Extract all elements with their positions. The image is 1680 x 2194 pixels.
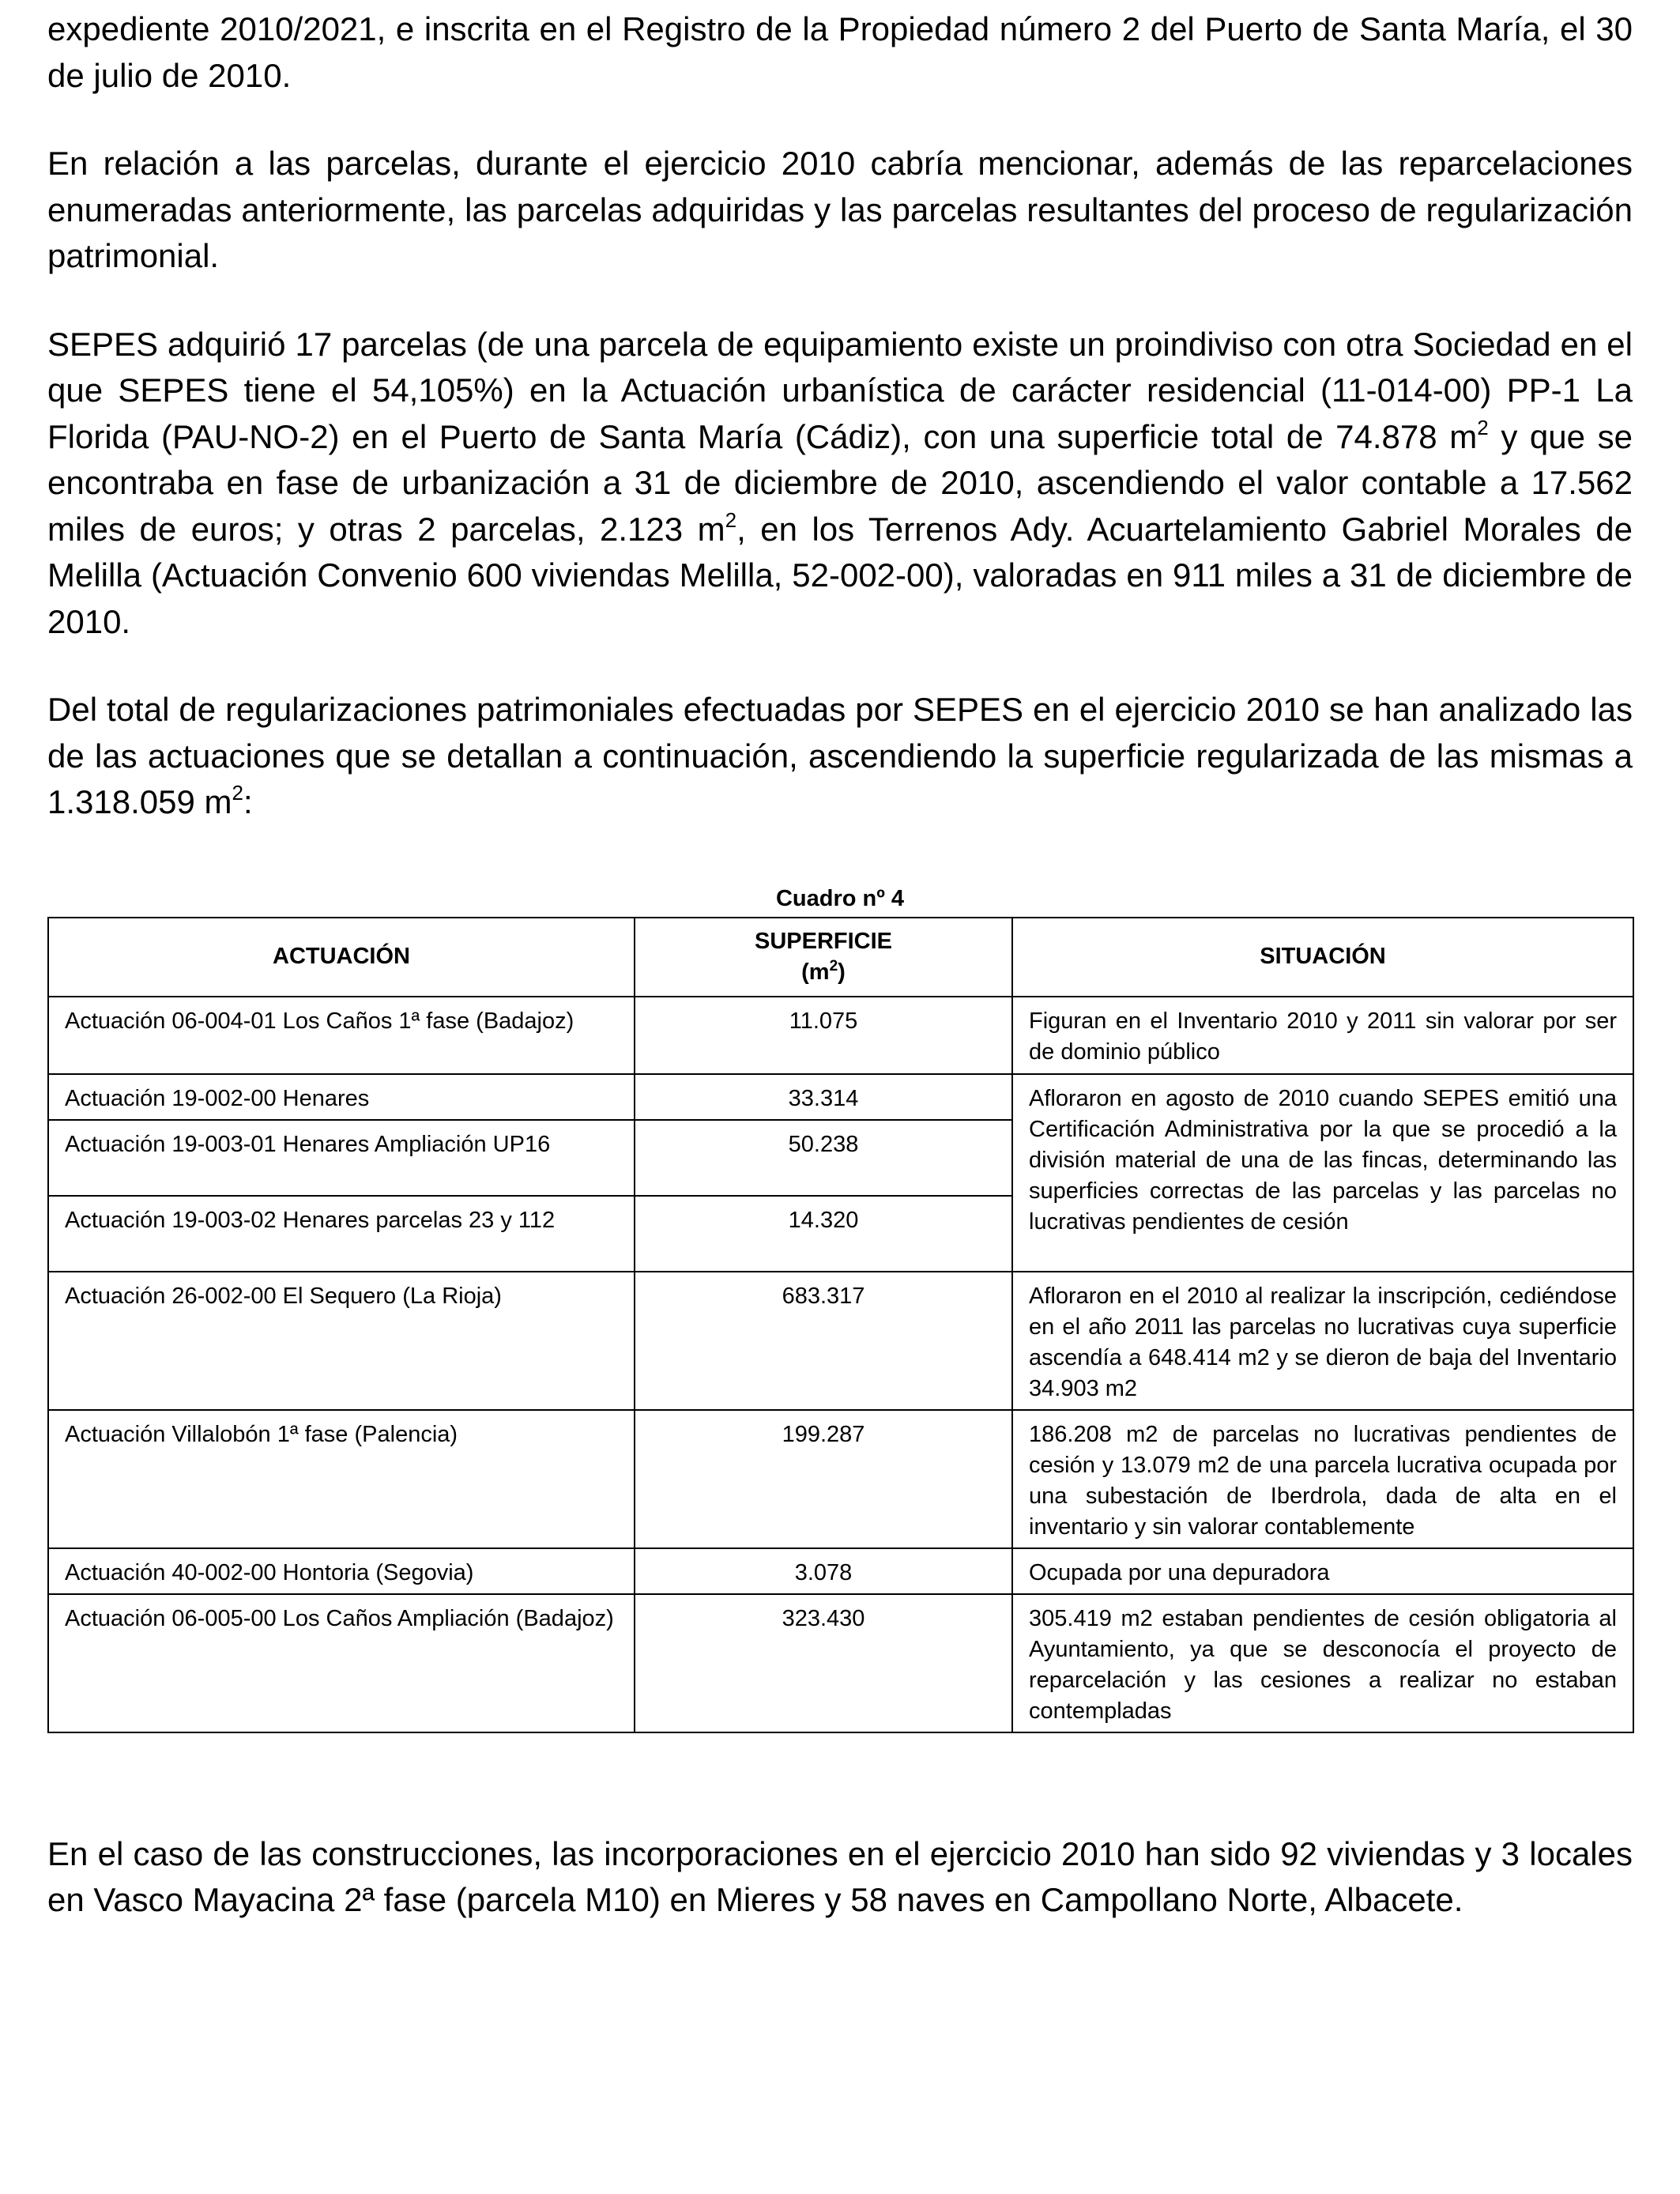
table-row	[48, 1594, 1633, 1732]
table-row	[48, 1074, 1633, 1120]
document-page	[47, 6, 1633, 1924]
superscript: 2	[1477, 415, 1489, 439]
cell-superficie: 199.287	[635, 1410, 1012, 1548]
paragraph-parcelas	[47, 141, 1633, 280]
cell-situacion: 186.208 m2 de parcelas no lucrativas pendientes de cesión y 13.079 m2 de una parcela lucrativa ocupada por una subestación de Iberdrola, dada de alta en el inventario y sin valorar contablemente	[1012, 1410, 1633, 1548]
cell-superficie: 14.320	[635, 1196, 1012, 1272]
superscript: 2	[725, 507, 737, 532]
table-row	[48, 1548, 1633, 1594]
header-situacion	[1012, 918, 1633, 997]
unit-label: (m	[801, 959, 830, 985]
paragraph-text: y que se encontraba en fase de urbanización a 31 de diciembre de 2010, ascendiendo el valor contable a 17.562 miles de euros; y otras 2 parcelas, 2.123 m	[47, 417, 1633, 548]
cell-actuacion: Actuación 19-002-00 Henares	[48, 1074, 635, 1120]
cell-superficie: 683.317	[635, 1272, 1012, 1410]
paragraph-text: :	[243, 783, 253, 820]
paragraph-text: En el caso de las construcciones, las incorporaciones en el ejercicio 2010 han sido 92 viviendas y 3 locales en Vasco Mayacina 2ª fase (parcela M10) en Mieres y 58 naves en Campollano Norte, Albacete.	[47, 1834, 1633, 1918]
table-header-row	[48, 918, 1633, 997]
paragraph-construcciones	[47, 1831, 1633, 1924]
cell-actuacion: Actuación 40-002-00 Hontoria (Segovia)	[48, 1548, 635, 1594]
superscript: 2	[829, 957, 838, 974]
cell-superficie: 33.314	[635, 1074, 1012, 1120]
header-label: SUPERFICIE	[754, 928, 893, 954]
paragraph-text: Del total de regularizaciones patrimoniales efectuadas por SEPES en el ejercicio 2010 se han analizado las de las actuaciones que se detallan a continuación, ascendiendo la superficie regularizada de las mismas a 1.318.059 m	[47, 691, 1633, 820]
table-row	[48, 1272, 1633, 1410]
paragraph-text: , en los Terrenos Ady. Acuartelamiento Gabriel Morales de Melilla (Actuación Convenio 600 viviendas Melilla, 52-002-00), valoradas en 911 miles a 31 de diciembre de 2010.	[47, 510, 1633, 640]
paragraph-text: SEPES adquirió 17 parcelas (de una parcela de equipamiento existe un proindiviso con otra Sociedad en el que SEPES tiene el 54,105%) en la Actuación urbanística de carácter residencial (11-014-00) PP-1 La Florida (PAU-NO-2) en el Puerto de Santa María (Cádiz), con una superficie total de 74.878 m	[47, 325, 1633, 455]
header-label: ACTUACIÓN	[273, 944, 410, 969]
cell-superficie: 11.075	[635, 997, 1012, 1074]
cell-actuacion: Actuación 06-004-01 Los Caños 1ª fase (Badajoz)	[48, 997, 635, 1074]
table-row	[48, 997, 1633, 1074]
header-actuacion	[48, 918, 635, 997]
header-superficie	[635, 918, 1012, 997]
paragraph-regularizaciones	[47, 687, 1633, 826]
paragraph-text: expediente 2010/2021, e inscrita en el Registro de la Propiedad número 2 del Puerto de Santa María, el 30 de julio de 2010.	[47, 10, 1633, 94]
cell-situacion: Afloraron en agosto de 2010 cuando SEPES emitió una Certificación Administrativa por la que se procedió a la división material de una de las fincas, determinando las superficies correctas de las parcelas y las parcelas no lucrativas pendientes de cesión	[1012, 1074, 1633, 1272]
paragraph-text: En relación a las parcelas, durante el ejercicio 2010 cabría mencionar, además de las reparcelaciones enumeradas anteriormente, las parcelas adquiridas y las parcelas resultantes del proceso de regularización patrimonial.	[47, 145, 1633, 274]
unit-label: )	[838, 959, 846, 985]
header-label: SITUACIÓN	[1260, 944, 1386, 969]
cell-superficie: 323.430	[635, 1594, 1012, 1732]
regularizaciones-table	[47, 917, 1634, 1733]
cell-situacion: Figuran en el Inventario 2010 y 2011 sin valorar por ser de dominio público	[1012, 997, 1633, 1074]
cell-actuacion: Actuación 19-003-01 Henares Ampliación UP16	[48, 1120, 635, 1196]
cell-actuacion: Actuación Villalobón 1ª fase (Palencia)	[48, 1410, 635, 1548]
cell-actuacion: Actuación 06-005-00 Los Caños Ampliación (Badajoz)	[48, 1594, 635, 1732]
cell-actuacion: Actuación 19-003-02 Henares parcelas 23 y 112	[48, 1196, 635, 1272]
cell-situacion: Ocupada por una depuradora	[1012, 1548, 1633, 1594]
cell-actuacion: Actuación 26-002-00 El Sequero (La Rioja)	[48, 1272, 635, 1410]
cell-situacion: 305.419 m2 estaban pendientes de cesión obligatoria al Ayuntamiento, ya que se desconocía el proyecto de reparcelación y las cesiones a realizar no estaban contempladas	[1012, 1594, 1633, 1732]
paragraph-registro	[47, 6, 1633, 99]
cell-superficie: 50.238	[635, 1120, 1012, 1196]
superscript: 2	[232, 781, 243, 805]
table-row	[48, 1410, 1633, 1548]
cell-superficie: 3.078	[635, 1548, 1012, 1594]
table-caption: Cuadro nº 4	[775, 885, 905, 911]
cell-situacion: Afloraron en el 2010 al realizar la inscripción, cediéndose en el año 2011 las parcelas no lucrativas cuya superficie ascendía a 648.414 m2 y se dieron de baja del Inventario 34.903 m2	[1012, 1272, 1633, 1410]
paragraph-sepes-adquirio	[47, 322, 1633, 646]
